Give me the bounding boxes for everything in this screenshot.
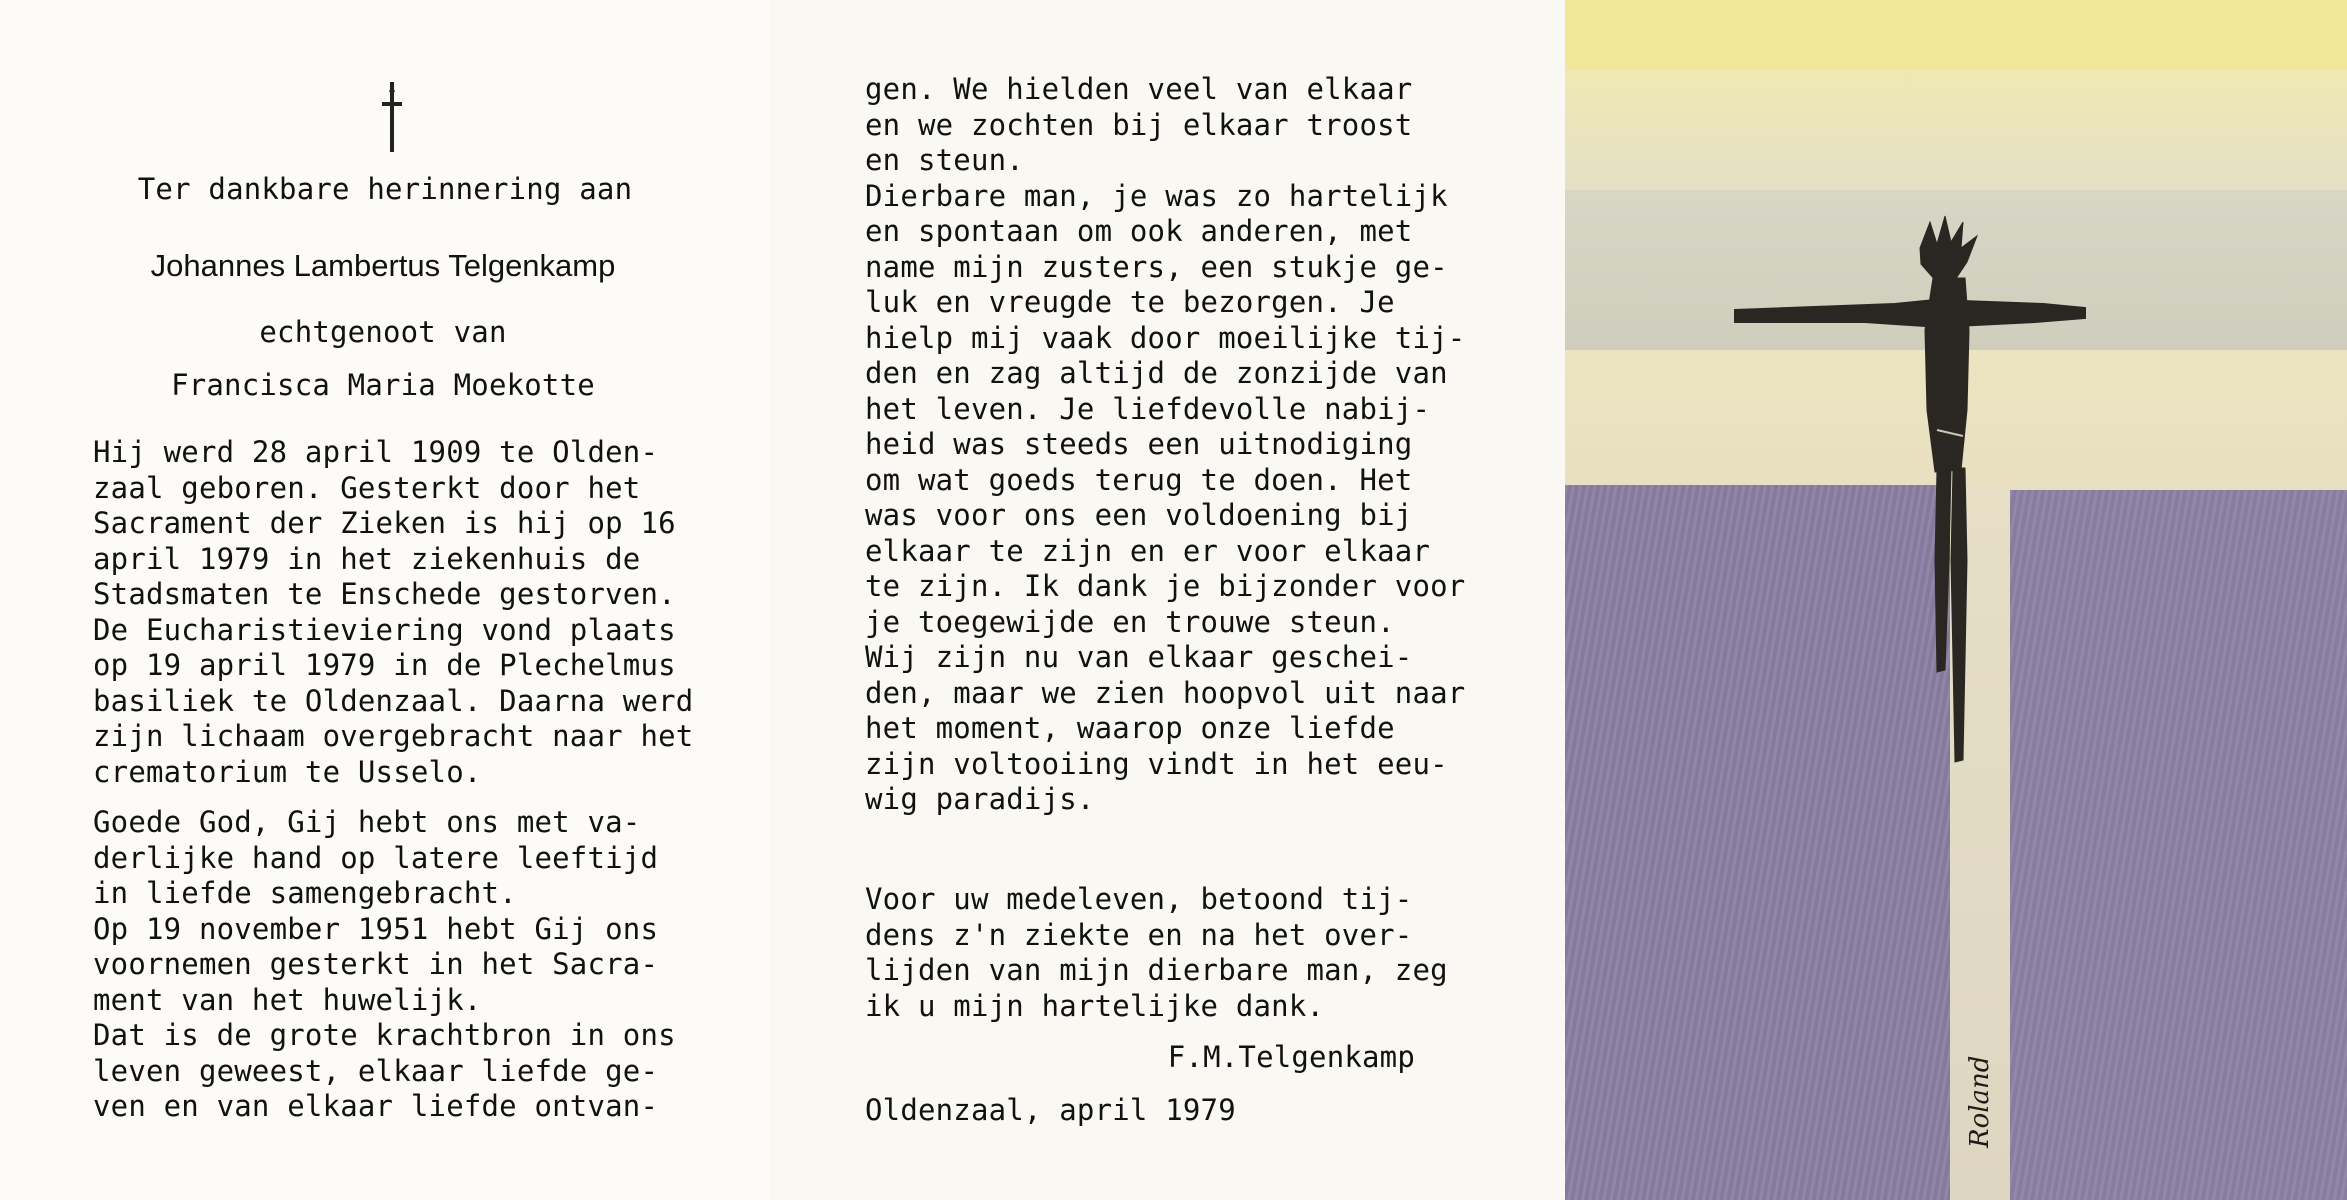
prayer-text: Goede God, Gij hebt ons met va- derlijke hand op latere leeftijd in liefde samengebracht. Op 19 november 1951 hebt Gij ons voornemen gesterkt in het Sacra- ment van het huwelijk. Dat is de grote krachtbron in ons leven geweest, elkaar liefde ge- ven en van elkaar liefde ontvan- xyxy=(93,805,676,1123)
artwork-panel xyxy=(1565,0,2347,1200)
intro-line: Ter dankbare herinnering aan xyxy=(137,172,633,206)
artist-signature-text: Roland xyxy=(1965,1055,1995,1148)
crucifix-figure xyxy=(1565,0,2347,1200)
left-page xyxy=(0,0,770,1200)
thanks-text: Voor uw medeleven, betoond tij- dens z'n ziekte en na het over- lijden van mijn dierbare man, zeg ik u mijn hartelijke dank. xyxy=(865,882,1448,1023)
prayer-continued-text: gen. We hielden veel van elkaar en we zochten bij elkaar troost en steun. Dierbare man, je was zo hartelijk en spontaan om ook anderen, met name mijn zusters, een stukje ge- luk en vreugde te bezorgen. Je hielp mij vaak door moeilijke tij- den en zag altijd de zonzijde van het leven. Je liefdevolle nabij- heid was steeds een uitnodiging om wat goeds terug te doen. Het was voor ons een voldoening bij elkaar te zijn en er voor elkaar te zijn. Ik dank je bijzonder voor je toegewijde en trouwe steun. Wij zijn nu van elkaar geschei- den, maar we zien hoopvol uit naar het moment, waarop onze liefde zijn voltooiing vindt in het eeu- wig paradijs. xyxy=(865,72,1466,816)
artist-signature xyxy=(1960,1030,2000,1150)
deceased-name: Johannes Lambertus Telgenkamp xyxy=(150,248,616,283)
place-date: Oldenzaal, april 1979 xyxy=(865,1093,1236,1127)
relation-line: echtgenoot van xyxy=(259,315,507,349)
spouse-name: Francisca Maria Moekotte xyxy=(171,368,595,402)
signature-name: F.M.Telgenkamp xyxy=(1167,1040,1415,1074)
cross-icon xyxy=(380,82,404,152)
biography-text: Hij werd 28 april 1909 te Olden- zaal geboren. Gesterkt door het Sacrament der Zieken is hij op 16 april 1979 in het ziekenhuis de Stadsmaten te Enschede gestorven. De Eucharistieviering vond plaats op 19 april 1979 in de Plechelmus basiliek te Oldenzaal. Daarna werd zijn lichaam overgebracht naar het crematorium te Usselo. xyxy=(93,435,694,789)
middle-page xyxy=(770,0,1565,1200)
